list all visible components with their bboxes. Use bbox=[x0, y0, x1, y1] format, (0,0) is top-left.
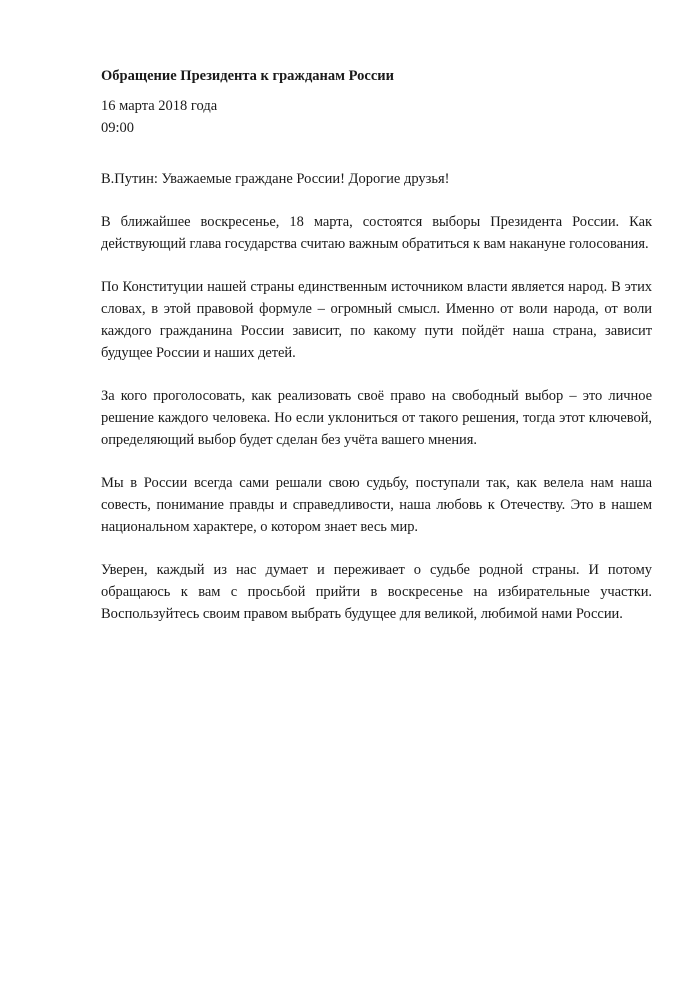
document-time: 09:00 bbox=[101, 120, 135, 136]
paragraph-1: В ближайшее воскресенье, 18 марта, состоятся выборы Президента России. Как действующий глава государства считаю важным обратиться к вам накануне голосования. bbox=[101, 214, 652, 252]
paragraph-2: По Конституции нашей страны единственным источником власти является народ. В этих словах, в этой правовой формуле – огромный смысл. Именно от воли народа, от воли каждого гражданина России зависит, по какому пути пойдёт наша страна, зависит будущее России и наших детей. bbox=[101, 279, 652, 361]
paragraph-5: Уверен, каждый из нас думает и переживает о судьбе родной страны. И потому обращаюсь к вам с просьбой прийти в воскресенье на избирательные участки. Воспользуйтесь своим правом выбрать будущее для великой, любимой нами России. bbox=[101, 562, 652, 622]
document-title: Обращение Президента к гражданам России bbox=[101, 68, 394, 84]
paragraph-3: За кого проголосовать, как реализовать своё право на свободный выбор – это личное решение каждого человека. Но если уклониться от такого решения, тогда этот ключевой, определяющий выбор будет сделан без учёта вашего мнения. bbox=[101, 388, 652, 448]
speech-greeting: В.Путин: Уважаемые граждане России! Дорогие друзья! bbox=[101, 171, 450, 187]
paragraph-4: Мы в России всегда сами решали свою судьбу, поступали так, как велела нам наша совесть, понимание правды и справедливости, наша любовь к Отечеству. Это в нашем национальном характере, о котором знает весь мир. bbox=[101, 475, 652, 535]
document-page bbox=[101, 66, 652, 625]
document-date: 16 марта 2018 года bbox=[101, 98, 218, 114]
